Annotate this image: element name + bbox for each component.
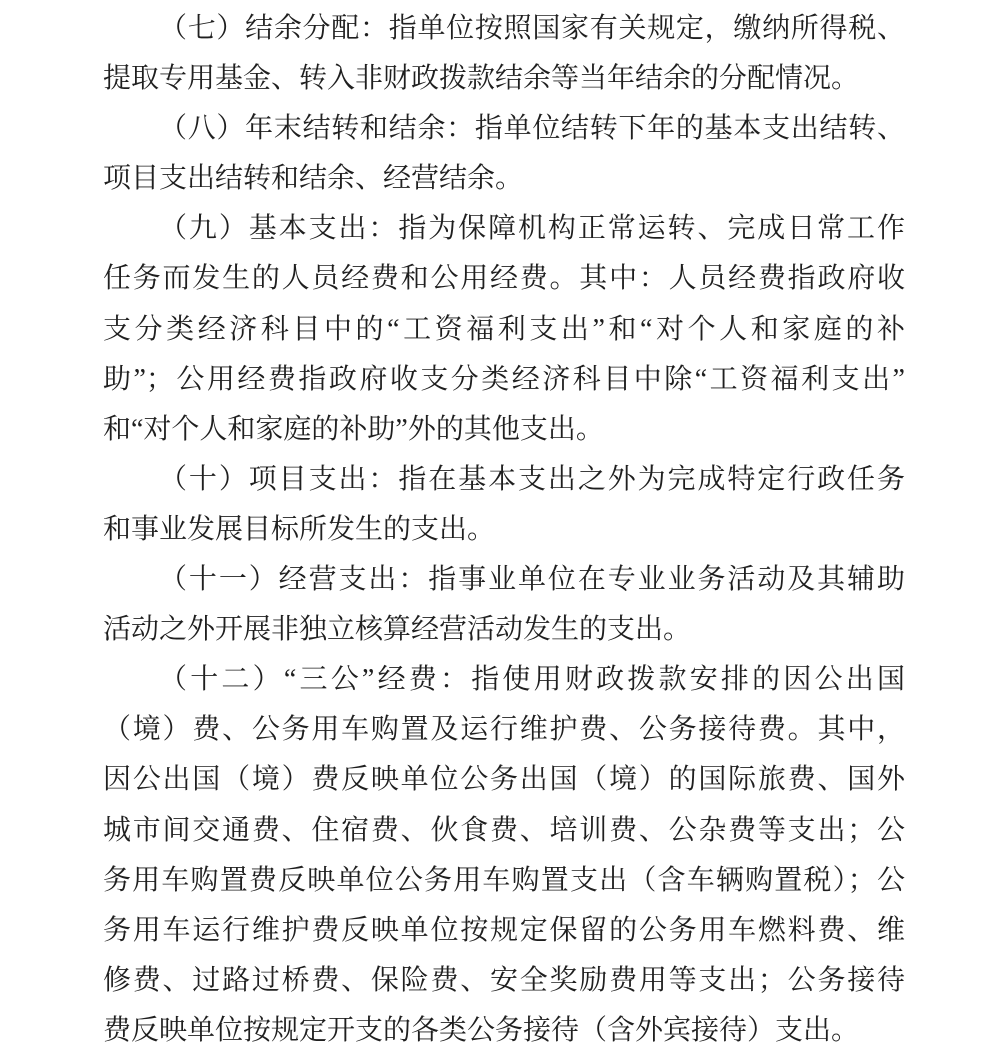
text-line (103, 154, 905, 204)
line-text: 修费、过路过桥费、保险费、安全奖励费用等支出；公务接待 (103, 964, 905, 996)
line-text: 指事业单位在专业业务活动及其辅助 (428, 564, 905, 596)
paragraph-item-10 (103, 455, 905, 555)
section-number: （十） (159, 463, 249, 495)
paragraph-item-7 (103, 4, 905, 104)
section-number: （八） (159, 113, 246, 145)
text-line (103, 204, 905, 254)
section-number: （十一） (159, 564, 279, 596)
text-line (103, 104, 905, 154)
text-line (103, 806, 905, 856)
section-term: 年末结转和结余： (245, 113, 475, 145)
section-number: （九） (159, 213, 249, 245)
line-text: 项目支出结转和结余、经营结余。 (103, 163, 524, 195)
text-line (103, 555, 905, 605)
text-line (103, 605, 905, 655)
text-line (103, 655, 905, 705)
line-text: 费反映单位按规定开支的各类公务接待（含外宾接待）支出。 (103, 1014, 860, 1046)
paragraph-item-11 (103, 555, 905, 655)
paragraph-item-9 (103, 204, 905, 454)
line-text: （境）费、公务用车购置及运行维护费、公务接待费。其中， (103, 714, 905, 746)
text-line (103, 355, 905, 405)
text-line (103, 1006, 905, 1056)
section-term: 经营支出： (278, 564, 429, 596)
text-line (103, 505, 905, 555)
section-number: （七） (159, 13, 246, 44)
text-line (103, 705, 905, 755)
line-text: 助”；公用经费指政府收支分类经济科目中除“工资福利支出” (103, 363, 905, 395)
line-text: 和事业发展目标所发生的支出。 (103, 513, 496, 545)
line-text: 任务而发生的人员经费和公用经费。其中：人员经费指政府收 (103, 263, 905, 295)
line-text: 指单位结转下年的基本支出结转、 (474, 113, 905, 145)
text-line (103, 906, 905, 956)
line-text: 提取专用基金、转入非财政拨款结余等当年结余的分配情况。 (103, 63, 860, 95)
line-text: 指在基本支出之外为完成特定行政任务 (398, 463, 905, 495)
line-text: 城市间交通费、住宿费、伙食费、培训费、公杂费等支出；公 (103, 814, 905, 846)
text-line (103, 4, 905, 54)
line-text: 务用车购置费反映单位公务用车购置支出（含车辆购置税）；公 (103, 864, 905, 896)
text-line (103, 755, 905, 805)
text-line (103, 54, 905, 104)
section-term: 项目支出： (248, 463, 399, 495)
document-page (103, 4, 905, 1056)
text-line (103, 856, 905, 906)
line-text: 指使用财政拨款安排的因公出国 (471, 664, 905, 696)
text-line (103, 405, 905, 455)
text-line (103, 305, 905, 355)
text-line (103, 455, 905, 505)
line-text: 支分类经济科目中的“工资福利支出”和“对个人和家庭的补 (103, 313, 905, 345)
section-number: （十二） (159, 664, 284, 696)
paragraph-item-8 (103, 104, 905, 204)
line-text: 指单位按照国家有关规定，缴纳所得税、 (388, 13, 905, 44)
line-text: 务用车运行维护费反映单位按规定保留的公务用车燃料费、维 (103, 914, 905, 946)
text-line (103, 254, 905, 304)
line-text: 和“对个人和家庭的补助”外的其他支出。 (103, 413, 604, 445)
line-text: 因公出国（境）费反映单位公务出国（境）的国际旅费、国外 (103, 764, 905, 796)
paragraph-item-12 (103, 655, 905, 1056)
section-term: “三公”经费： (283, 664, 472, 696)
text-line (103, 956, 905, 1006)
section-term: 结余分配： (245, 13, 389, 44)
line-text: 活动之外开展非独立核算经营活动发生的支出。 (103, 614, 692, 646)
line-text: 指为保障机构正常运转、完成日常工作 (398, 213, 905, 245)
section-term: 基本支出： (248, 213, 399, 245)
